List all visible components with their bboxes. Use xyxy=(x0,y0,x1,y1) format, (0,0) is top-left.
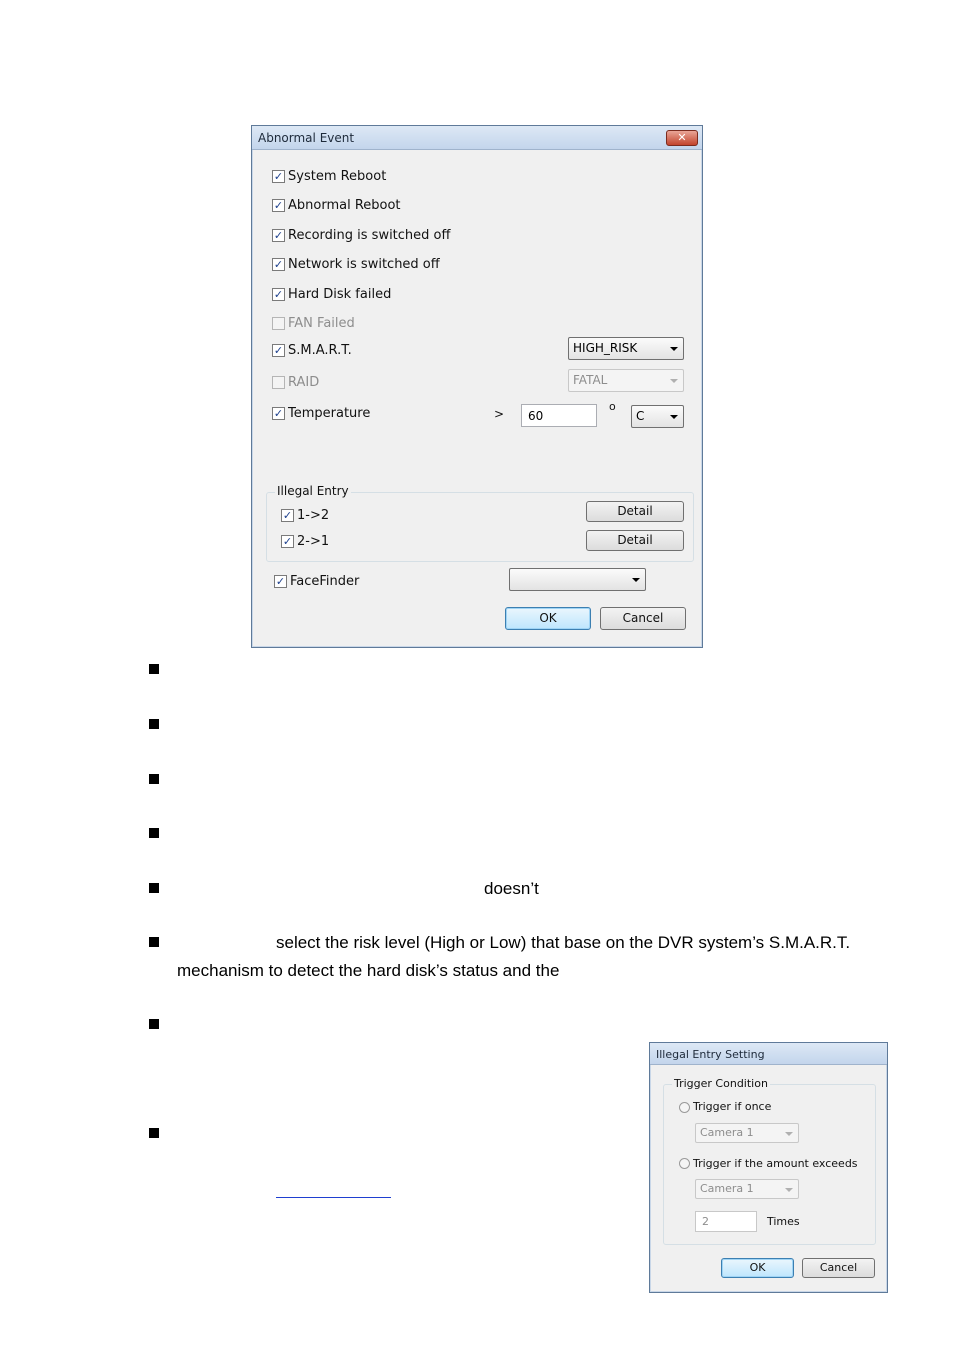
abnormal-reboot-checkbox[interactable]: ✓ xyxy=(273,199,284,212)
bullet-marker xyxy=(149,828,159,838)
chevron-down-icon xyxy=(785,1132,793,1136)
smart-label: S.M.A.R.T. xyxy=(288,343,352,358)
bullet-marker xyxy=(149,719,159,729)
doc-text-smart-2: mechanism to detect the hard disk’s status and the xyxy=(177,961,560,980)
chevron-down-icon xyxy=(632,578,640,582)
raid-level-value: FATAL xyxy=(573,373,608,387)
doc-text-smart-1: select the risk level (High or Low) that base on the DVR system’s S.M.A.R.T. xyxy=(276,933,851,952)
camera-select-once xyxy=(695,1123,799,1143)
network-off-label: Network is switched off xyxy=(288,257,440,272)
camera-select-exceeds-value: Camera 1 xyxy=(700,1182,754,1195)
ok-button[interactable]: OK xyxy=(721,1258,794,1278)
hyperlink-underline[interactable] xyxy=(276,1197,391,1198)
chevron-down-icon xyxy=(670,379,678,383)
detail-button-2-1[interactable]: Detail xyxy=(586,530,684,551)
trigger-exceeds-label: Trigger if the amount exceeds xyxy=(693,1157,858,1170)
degree-symbol: o xyxy=(609,400,616,413)
recording-off-label: Recording is switched off xyxy=(288,228,451,243)
fan-failed-checkbox xyxy=(272,317,285,330)
dialog-title-bar xyxy=(650,1043,887,1065)
dialog-title: Illegal Entry Setting xyxy=(656,1048,765,1061)
bullet-marker xyxy=(149,774,159,784)
camera-select-once-value: Camera 1 xyxy=(700,1126,754,1139)
system-reboot-label: System Reboot xyxy=(288,169,387,184)
temperature-unit-select[interactable] xyxy=(631,405,684,428)
doc-text-doesnt: doesn’t xyxy=(484,879,539,898)
bullet-marker xyxy=(149,883,159,893)
illegal-entry-setting-dialog xyxy=(649,1042,888,1293)
facefinder-select[interactable] xyxy=(509,568,646,591)
abnormal-reboot-label: Abnormal Reboot xyxy=(288,198,401,213)
raid-checkbox xyxy=(272,376,285,389)
illegal-entry-2-1-checkbox[interactable]: ✓ xyxy=(282,535,293,548)
detail-button-1-2[interactable]: Detail xyxy=(586,501,684,522)
chevron-down-icon xyxy=(785,1188,793,1192)
facefinder-label: FaceFinder xyxy=(290,574,360,589)
chevron-down-icon xyxy=(670,415,678,419)
times-label: Times xyxy=(767,1215,800,1228)
system-reboot-checkbox[interactable]: ✓ xyxy=(273,170,284,183)
trigger-exceeds-radio[interactable] xyxy=(679,1158,690,1169)
bullet-marker xyxy=(149,1019,159,1029)
temperature-input[interactable]: 60 xyxy=(521,404,597,427)
facefinder-checkbox[interactable]: ✓ xyxy=(275,575,286,588)
dialog-title: Abnormal Event xyxy=(258,131,355,145)
smart-risk-value: HIGH_RISK xyxy=(573,341,638,355)
network-off-checkbox[interactable]: ✓ xyxy=(273,258,284,271)
raid-label: RAID xyxy=(288,375,320,390)
temperature-unit-value: C xyxy=(636,409,645,423)
trigger-condition-label: Trigger Condition xyxy=(674,1077,768,1090)
ok-button[interactable]: OK xyxy=(505,607,591,630)
bullet-marker xyxy=(149,1128,159,1138)
temperature-operator: > xyxy=(494,407,505,421)
fan-failed-label: FAN Failed xyxy=(288,316,355,331)
illegal-entry-2-1-label: 2->1 xyxy=(297,534,330,549)
camera-select-exceeds xyxy=(695,1179,799,1199)
chevron-down-icon xyxy=(670,347,678,351)
trigger-once-radio[interactable] xyxy=(679,1102,690,1113)
recording-off-checkbox[interactable]: ✓ xyxy=(273,229,284,242)
illegal-entry-group-label: Illegal Entry xyxy=(277,484,349,498)
smart-checkbox[interactable]: ✓ xyxy=(273,344,284,357)
trigger-once-label: Trigger if once xyxy=(693,1100,772,1113)
close-icon[interactable]: ✕ xyxy=(666,130,698,146)
temperature-label: Temperature xyxy=(288,406,371,421)
bullet-marker xyxy=(149,937,159,947)
abnormal-event-dialog xyxy=(251,125,703,648)
smart-risk-select[interactable] xyxy=(568,337,684,360)
cancel-button[interactable]: Cancel xyxy=(802,1258,875,1278)
illegal-entry-1-2-label: 1->2 xyxy=(297,508,330,523)
hard-disk-failed-checkbox[interactable]: ✓ xyxy=(273,288,284,301)
illegal-entry-1-2-checkbox[interactable]: ✓ xyxy=(282,509,293,522)
bullet-marker xyxy=(149,664,159,674)
times-input: 2 xyxy=(695,1211,757,1232)
dialog-title-bar xyxy=(252,126,702,150)
cancel-button[interactable]: Cancel xyxy=(600,607,686,630)
raid-level-select xyxy=(568,369,684,392)
hard-disk-failed-label: Hard Disk failed xyxy=(288,287,392,302)
temperature-checkbox[interactable]: ✓ xyxy=(273,407,284,420)
